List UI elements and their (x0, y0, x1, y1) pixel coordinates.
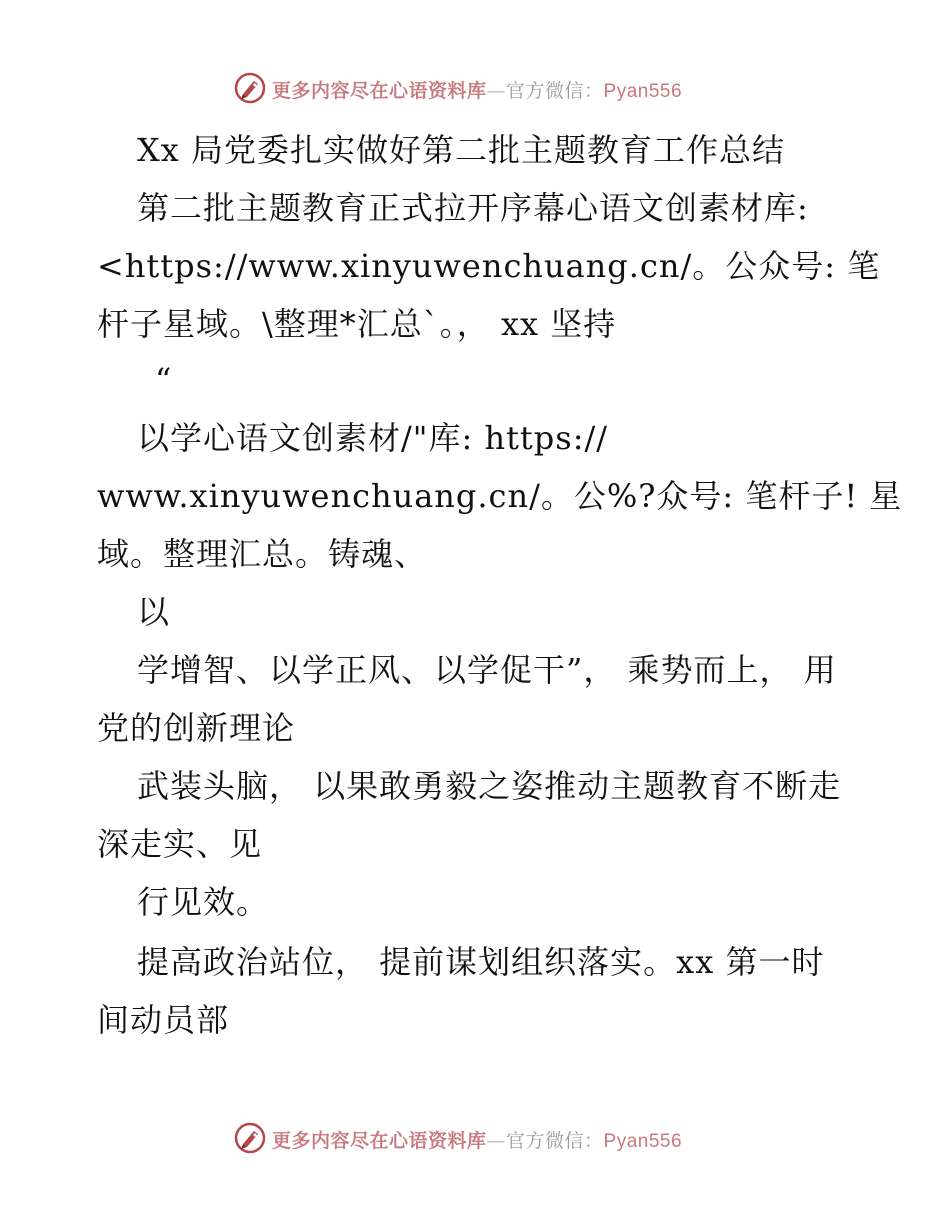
text-line: “ (155, 361, 173, 399)
pen-nib-seal-icon (234, 1122, 266, 1154)
banner-title: 更多内容尽在心语资料库 (272, 80, 487, 102)
text-line: 域。整理汇总。铸魂、 (97, 535, 428, 573)
banner-dash: — (486, 1130, 507, 1152)
text-line: 以 (137, 593, 171, 631)
text-line: 武装头脑， 以果敢勇毅之姿推动主题教育不断走 (137, 767, 842, 805)
text-line: www.xinyuwenchuang.cn/。公%?众号: 笔杆子! 星 (97, 477, 903, 515)
banner-title: 更多内容尽在心语资料库 (272, 1130, 487, 1152)
banner-wechat-id: Pyan556 (603, 81, 683, 102)
text-line: 党的创新理论 (97, 709, 296, 747)
banner-wechat-label: 官方微信： (506, 1130, 604, 1152)
text-line: 行见效。 (137, 883, 270, 921)
text-line: <https://www.xinyuwenchuang.cn/。公众号: 笔 (97, 247, 881, 285)
banner-wechat-label: 官方微信： (506, 80, 604, 102)
banner-wechat-id: Pyan556 (603, 1131, 683, 1152)
text-line: 提高政治站位， 提前谋划组织落实。xx 第一时 (137, 943, 825, 981)
text-line: 间动员部 (97, 1001, 230, 1039)
pen-nib-seal-icon (234, 72, 266, 104)
document-title: Xx 局党委扎实做好第二批主题教育工作总结 (137, 131, 786, 169)
footer-banner (0, 1120, 950, 1156)
banner-dash: — (486, 80, 507, 102)
banner-text (272, 76, 682, 103)
text-line: 学增智、以学正风、以学促干”， 乘势而上， 用 (137, 651, 837, 689)
text-line: 杆子星域。\整理*汇总`。， xx 坚持 (97, 305, 617, 343)
text-line: 深走实、见 (97, 825, 263, 863)
text-line: 以学心语文创素材/"库: https:// (137, 419, 609, 457)
banner-text (272, 1126, 682, 1153)
header-banner (0, 70, 950, 106)
text-line: 第二批主题教育正式拉开序幕心语文创素材库: (137, 189, 809, 227)
